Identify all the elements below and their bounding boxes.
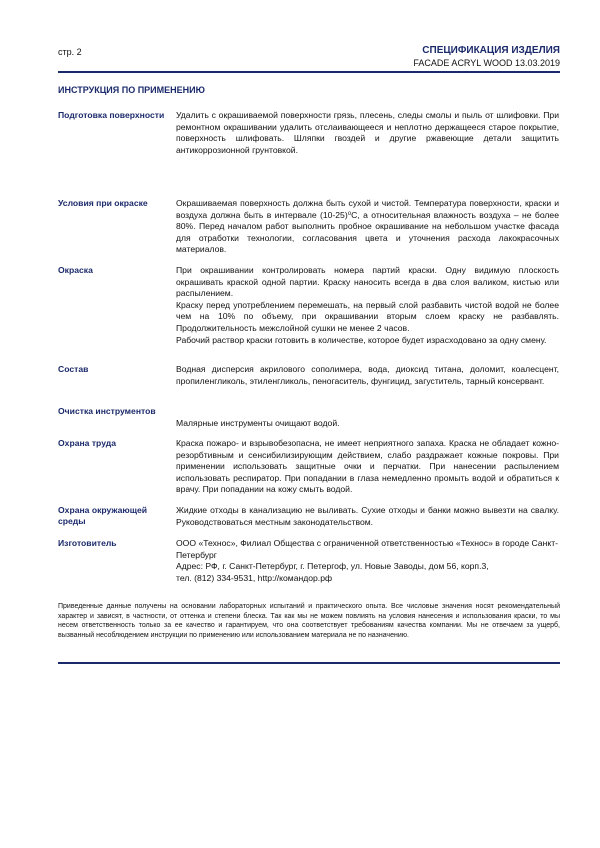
row-paragraph: ООО «Технос», Филиал Общества с ограниченной ответственностью «Технос» в городе Санкт-Петербург xyxy=(176,538,558,560)
row-text xyxy=(176,438,559,496)
disclaimer-footnote: Приведенные данные получены на основании лабораторных испытаний и практического опыта. Все числовые значения носят рекомендательный характер и зависят, в частности, от оттенка и степени блеска. Так как мы не можем повлиять на условия нанесения и использования краски, то мы несем ответственность только за ее качество и гарантируем, что она соответствует требованиям качества компании. Мы не отвечаем за ущерб, вызванный несоблюдением инструкции по применению или использованием материала не по назначению. xyxy=(58,603,560,639)
row-text xyxy=(176,505,559,528)
footer-divider xyxy=(58,662,560,664)
row-text xyxy=(176,110,559,156)
row-label: Окраска xyxy=(58,265,93,275)
row-paragraph: тел. (812) 334-9531, http://командор.рф xyxy=(176,572,333,583)
row-paragraph: Краску перед употреблением перемешать, на первый слой разбавить чистой водой не более чем на 10% по объему, при окрашивании вторым слоем краску не разбавлять. Продолжительность межслойной сушки не менее 2 часов. xyxy=(176,299,559,333)
row-label: Охрана окружающей среды xyxy=(58,505,148,526)
row-text xyxy=(176,538,559,584)
row-paragraph: Адрес: РФ, г. Санкт-Петербург, г. Петергоф, ул. Новые Заводы, дом 56, корп.3, xyxy=(176,561,489,572)
row-text xyxy=(176,198,559,256)
header-divider xyxy=(58,71,560,73)
doc-title: СПЕЦИФИКАЦИЯ ИЗДЕЛИЯ xyxy=(422,45,560,56)
row-text xyxy=(176,265,559,346)
row-label: Очистка инструментов xyxy=(58,406,156,416)
row-paragraph: Удалить с окрашиваемой поверхности грязь, плесень, следы смолы и пыль от шлифовки. При ремонтном окрашивании удалить отслаивающееся и неплотно держащееся старое покрытие, поверхность шлифовать. Шляпки гвоздей и другие ржавеющие детали защитить антикоррозионной грунтовкой. xyxy=(176,110,559,155)
row-paragraph: Малярные инструменты очищают водой. xyxy=(176,418,340,428)
row-label: Охрана труда xyxy=(58,438,116,448)
row-paragraph: Рабочий раствор краски готовить в количестве, которое будет израсходовано за одну смену. xyxy=(176,334,547,345)
section-title: ИНСТРУКЦИЯ ПО ПРИМЕНЕНИЮ xyxy=(58,85,205,95)
row-text xyxy=(176,418,559,430)
row-label: Условия при окраске xyxy=(58,198,148,208)
row-paragraph: Водная дисперсия акрилового сополимера, вода, диоксид титана, доломит, коалесцент, пропиленгликоль, этиленгликоль, пеногаситель, фунгицид, загуститель, тарный консервант. xyxy=(176,364,559,386)
row-label: Подготовка поверхности xyxy=(58,110,165,120)
row-label: Состав xyxy=(58,364,89,374)
row-paragraph: Краска пожаро- и взрывобезопасна, не имеет неприятного запаха. Краска не обладает кожно-резорбтивным и сенсибилизирующим действием, слабо раздражает кожные покровы. При применении использовать защитные очки и перчатки. При нанесении распылением использовать респиратор. При попадании в глаза немедленно промыть водой и обратиться к врачу. При попадании на кожу смыть водой. xyxy=(176,438,559,495)
row-text xyxy=(176,364,559,387)
row-paragraph: При окрашивании контролировать номера партий краски. Одну видимую плоскость окрашивать краской одной партии. Краску наносить всегда в два слоя валиком, кистью или распылением. xyxy=(176,265,559,299)
row-label: Изготовитель xyxy=(58,538,117,548)
doc-subtitle: FACADE ACRYL WOOD 13.03.2019 xyxy=(413,58,560,68)
row-paragraph: Жидкие отходы в канализацию не выливать. Сухие отходы и банки можно вывезти на свалку. Руководствоваться местным законодательством. xyxy=(176,505,559,527)
row-paragraph: Окрашиваемая поверхность должна быть сухой и чистой. Температура поверхности, краски и воздуха должна быть в интервале (10-25)⁰С, а относительная влажность воздуха – не более 80%. Перед началом работ выполнить пробное окрашивание на небольшом участке фасада для отработки технологии, согласования цвета и уточнения расхода лакокрасочных материалов. xyxy=(176,198,559,255)
page-number: стр. 2 xyxy=(58,47,82,57)
